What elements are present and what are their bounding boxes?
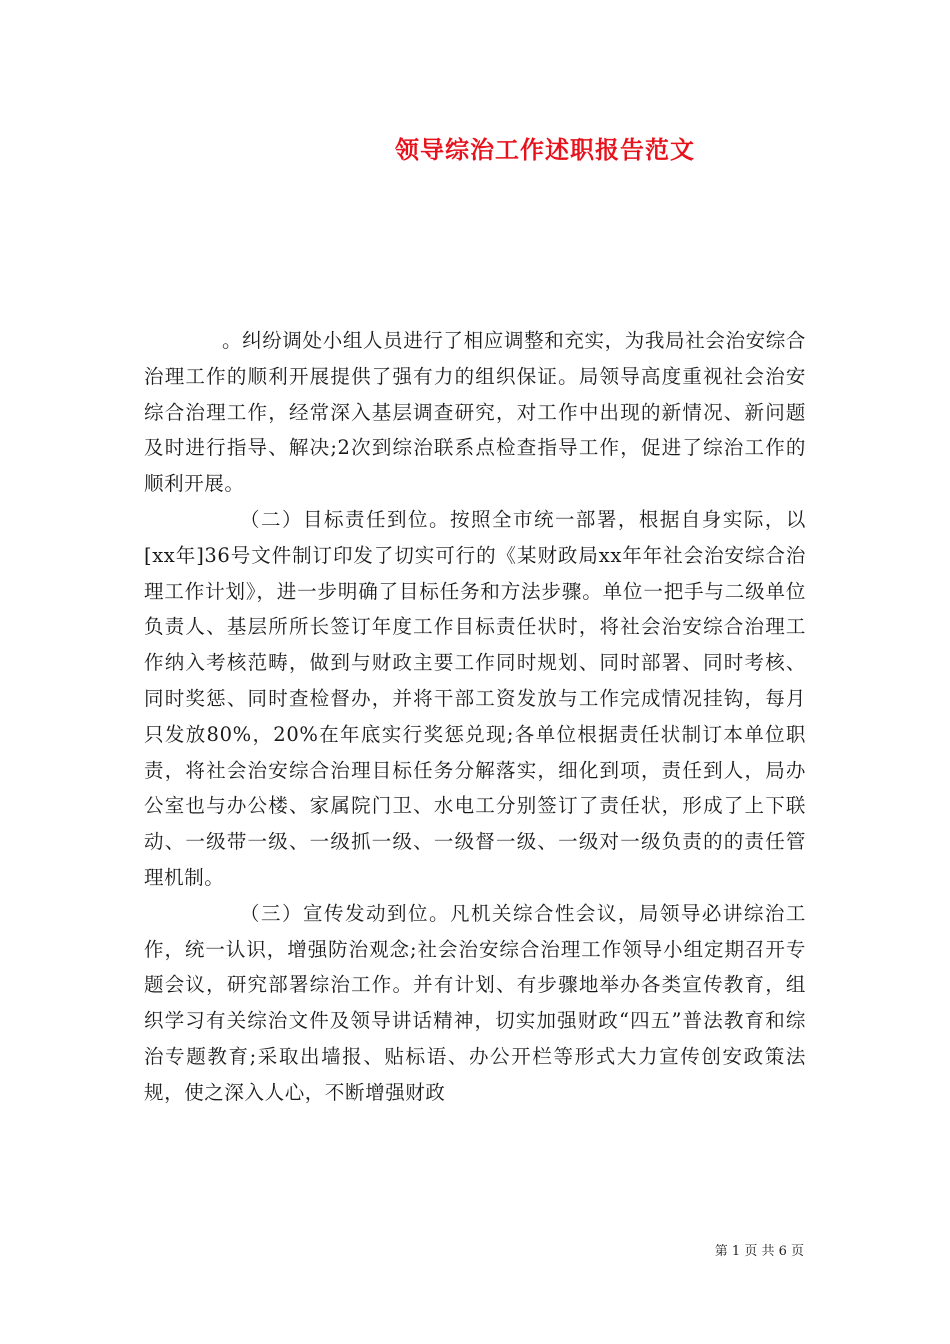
paragraph-3: （三）宣传发动到位。凡机关综合性会议，局领导必讲综治工作，统一认识，增强防治观念;社会治安综合治理工作领导小组定期召开专题会议，研究部署综治工作。并有计划、有步骤地举办各类宣传教育，组织学习有关综治文件及领导讲话精神，切实加强财政“四五”普法教育和综治专题教育;采取出墙报、贴标语、办公开栏等形式大力宣传创安政策法规，使之深入人心，不断增强财政 — [144, 901, 806, 1104]
document-body — [144, 323, 806, 1111]
page-number-footer: 第 1 页 共 6 页 — [714, 1244, 804, 1259]
paragraph-2: （二）目标责任到位。按照全市统一部署，根据自身实际，以[xx年]36号文件制订印发了切实可行的《某财政局xx年年社会治安综合治理工作计划》，进一步明确了目标任务和方法步骤。单位一把手与二级单位负责人、基层所所长签订年度工作目标责任状时，将社会治安综合治理工作纳入考核范畴，做到与财政主要工作同时规划、同时部署、同时考核、同时奖惩、同时查检督办，并将干部工资发放与工作完成情况挂钩，每月只发放80%，20%在年底实行奖惩兑现;各单位根据责任状制订本单位职责，将社会治安综合治理目标任务分解落实，细化到项，责任到人，局办公室也与办公楼、家属院门卫、水电工分别签订了责任状，形成了上下联动、一级带一级、一级抓一级、一级督一级、一级对一级负责的的责任管理机制。 — [144, 507, 806, 889]
document-title: 领导综治工作述职报告范文 — [395, 135, 695, 164]
paragraph-1: 。纠纷调处小组人员进行了相应调整和充实，为我局社会治安综合治理工作的顺利开展提供了强有力的组织保证。局领导高度重视社会治安综合治理工作，经常深入基层调查研究，对工作中出现的新情况、新问题及时进行指导、解决;2次到综治联系点检查指导工作，促进了综治工作的顺利开展。 — [144, 329, 806, 496]
